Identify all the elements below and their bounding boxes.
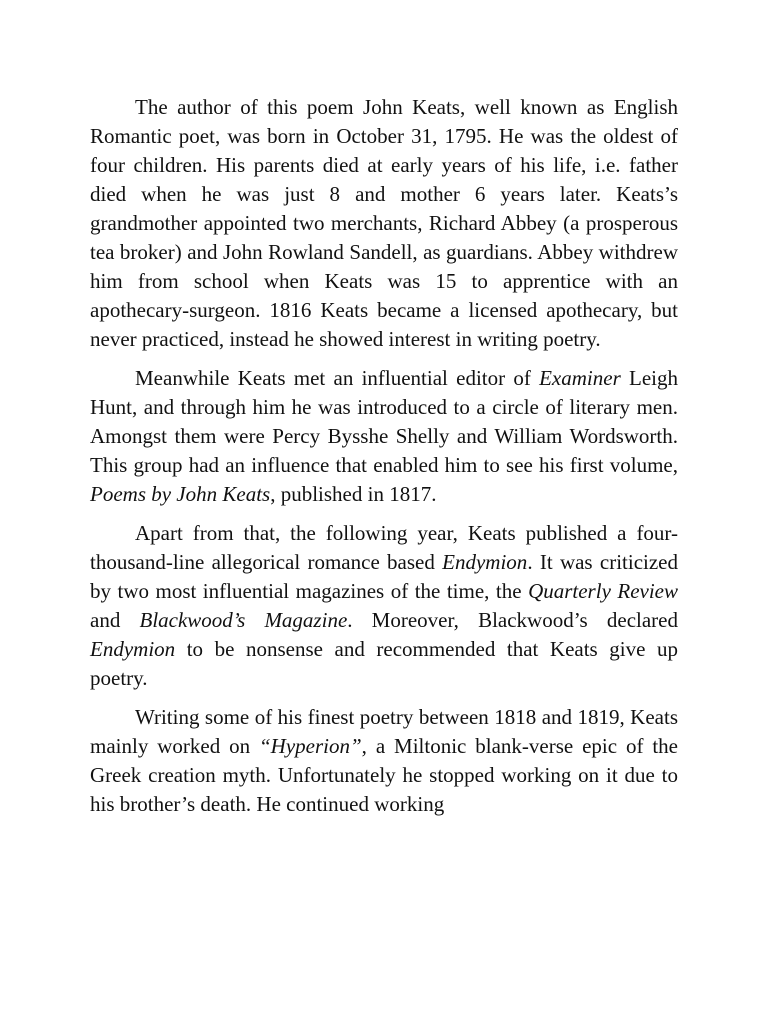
italic-title: Examiner (539, 366, 621, 390)
paragraph-2 (90, 364, 678, 509)
paragraph-text: Writing some of his finest poetry between 1818 and 1819, Keats mainly worked on (90, 705, 678, 758)
italic-title: Endymion (442, 550, 528, 574)
paragraph-text: Leigh Hunt, and through him he was introduced to a circle of literary men. Amongst them were Percy Bysshe Shelly and William Wordsworth. This group had an influence that enabled him to see his first volume, (90, 366, 678, 477)
italic-title: Endymion (90, 637, 176, 661)
paragraph-text: Apart from that, the following year, Keats published a four-thousand-line allegorical romance based (90, 521, 678, 574)
paragraph-4 (90, 703, 678, 819)
italic-title: Blackwood’s Magazine (139, 608, 348, 632)
paragraph-text: . Moreover, Blackwood’s declared (347, 608, 678, 632)
paragraph-3 (90, 519, 678, 693)
paragraph-text: , published in 1817. (270, 482, 437, 506)
paragraph-text: Meanwhile Keats met an influential editor of (135, 366, 540, 390)
italic-title: Poems by John Keats (90, 482, 271, 506)
paragraph-text: The author of this poem John Keats, well known as English Romantic poet, was born in October 31, 1795. He was the oldest of four children. His parents died at early years of his life, i.e. father died when he was just 8 and mother 6 years later. Keats’s grandmother appointed two merchants, Richard Abbey (a prosperous tea broker) and John Rowland Sandell, as guardians. Abbey withdrew him from school when Keats was 15 to apprentice with an apothecary-surgeon. 1816 Keats became a licensed apothecary, but never practiced, instead he showed interest in writing poetry. (90, 95, 678, 351)
paragraph-text: and (90, 608, 140, 632)
paragraph-text: , a Miltonic blank-verse epic of the Greek creation myth. Unfortunately he stopped working on it due to his brother’s death. He continued working (90, 734, 678, 816)
document-page (90, 93, 678, 829)
paragraph-text: to be nonsense and recommended that Keats give up poetry. (90, 637, 678, 690)
italic-title: Quarterly Review (528, 579, 679, 603)
paragraph-1 (90, 93, 678, 354)
italic-title: “Hyperion” (258, 734, 362, 758)
paragraph-text: . It was criticized by two most influential magazines of the time, the (90, 550, 679, 603)
